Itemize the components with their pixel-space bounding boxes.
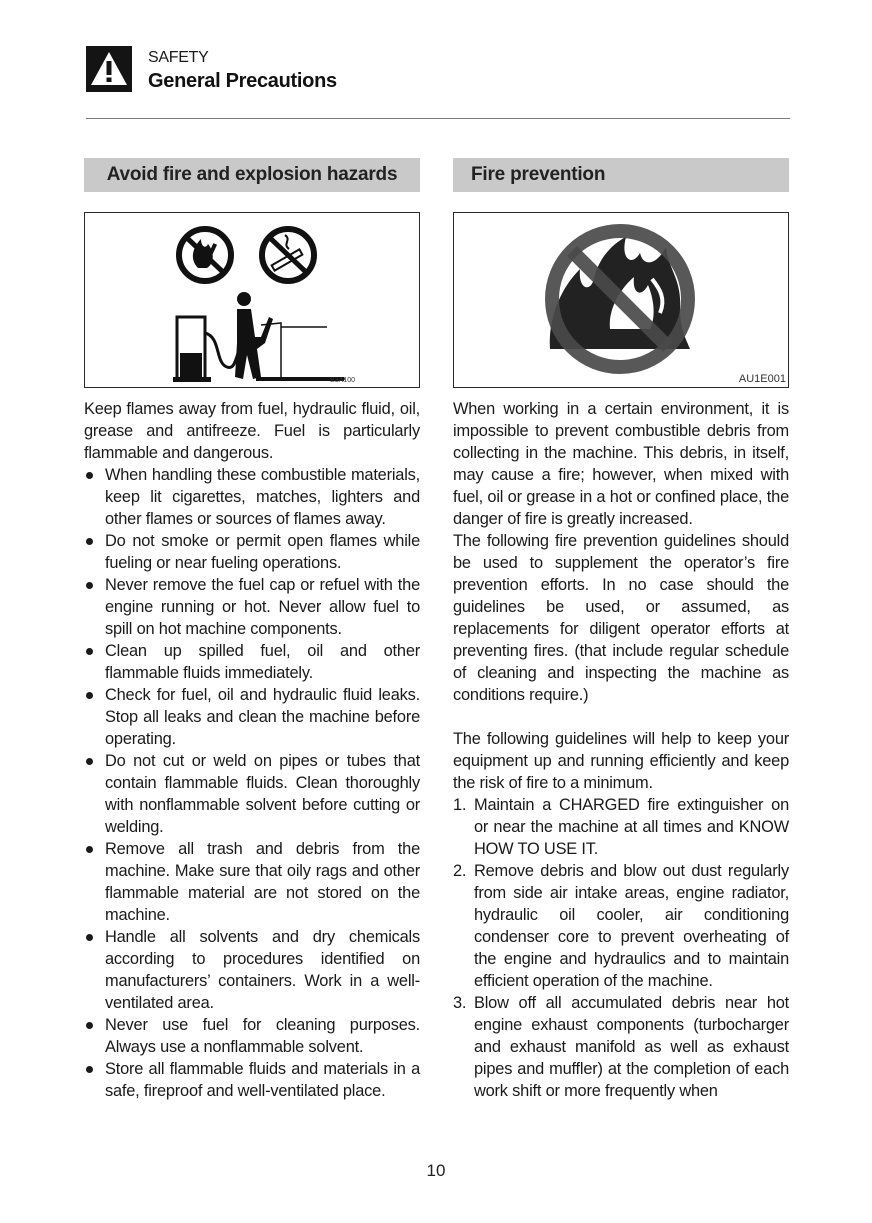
no-smoking-icon [262, 229, 314, 281]
section-heading-fire-prevention: Fire prevention [453, 158, 789, 192]
left-body [84, 398, 420, 1102]
step-text: Blow off all accumulated debris near hot engine exhaust components (turbocharger and exhaust manifold as well as exhaust pipes and muffler) at the completion of each work shift or more frequently when [474, 994, 789, 1100]
page-number: 10 [426, 1161, 446, 1180]
list-item: Never use fuel for cleaning purposes. Always use a nonflammable solvent. [84, 1014, 420, 1058]
list-item: Store all flammable fluids and materials in a safe, fireproof and well-ventilated place. [84, 1058, 420, 1102]
section-heading-fire-explosion: Avoid fire and explosion hazards [84, 158, 420, 192]
fire-hazard-figure [84, 212, 420, 388]
precaution-list [84, 464, 420, 1102]
step-text: Maintain a CHARGED fire extinguisher on or near the machine at all times and KNOW HOW TO USE IT. [474, 796, 789, 858]
page-title: General Precautions [148, 70, 337, 92]
guideline-list [453, 794, 789, 1102]
step-number: 2. [453, 862, 467, 880]
warning-triangle-icon [86, 46, 132, 92]
list-item: Clean up spilled fuel, oil and other flammable fluids immediately. [84, 640, 420, 684]
list-item: Do not cut or weld on pipes or tubes that contain flammable fluids. Clean thoroughly with nonflammable solvent before cutting or welding. [84, 750, 420, 838]
fuel-pump-icon [173, 292, 345, 382]
paragraph: The following fire prevention guidelines should be used to supplement the operator’s fire prevention efforts. In no case should the guidelines be used, or assumed, as replacements for diligent operator efforts at preventing fires. (that include regular schedule of cleaning and inspecting the machine as conditions require.) [453, 532, 789, 704]
list-item [453, 860, 789, 992]
right-body [453, 398, 789, 1102]
list-item: When handling these combustible materials, keep lit cigarettes, matches, lighters and other flames or sources of flames away. [84, 464, 420, 530]
figure-code: AU1E001 [738, 373, 786, 385]
no-fire-icon [454, 213, 788, 387]
list-item: Never remove the fuel cap or refuel with the engine running or hot. Never allow fuel to spill on hot machine components. [84, 574, 420, 640]
intro-paragraph: Keep flames away from fuel, hydraulic fluid, oil, grease and antifreeze. Fuel is particularly flammable and dangerous. [84, 400, 420, 462]
list-item: Do not smoke or permit open flames while fueling or near fueling operations. [84, 530, 420, 574]
section-label: SAFETY [148, 49, 209, 66]
right-column [453, 158, 789, 1102]
paragraph: When working in a certain environment, it is impossible to prevent combustible debris from collecting in the machine. This debris, in itself, may cause a fire; however, when mixed with fuel, oil or grease in a hot or confined place, the danger of fire is greatly increased. [453, 400, 789, 528]
page-header [86, 46, 790, 106]
list-item [453, 992, 789, 1102]
step-text: Remove debris and blow out dust regularly from side air intake areas, engine radiator, hydraulic oil cooler, air conditioning condenser core to prevent overheating of the engine and hydraulics and to maintain efficient operation of the machine. [474, 862, 789, 990]
fire-hazard-illustration [85, 213, 419, 387]
header-divider [86, 118, 790, 119]
list-item: Check for fuel, oil and hydraulic fluid leaks. Stop all leaks and clean the machine before operating. [84, 684, 420, 750]
list-item [453, 794, 789, 860]
list-item: Remove all trash and debris from the machine. Make sure that oily rags and other flammable material are not stored on the machine. [84, 838, 420, 926]
no-open-flame-icon [179, 229, 231, 281]
step-number: 3. [453, 994, 467, 1012]
figure-code: E3A100 [330, 377, 355, 384]
fire-prevention-figure [453, 212, 789, 388]
list-item: Handle all solvents and dry chemicals according to procedures identified on manufacturers’ containers. Work in a well-ventilated area. [84, 926, 420, 1014]
left-column [84, 158, 420, 1102]
paragraph: The following guidelines will help to keep your equipment up and running efficiently and keep the risk of fire to a minimum. [453, 730, 789, 792]
step-number: 1. [453, 796, 467, 814]
